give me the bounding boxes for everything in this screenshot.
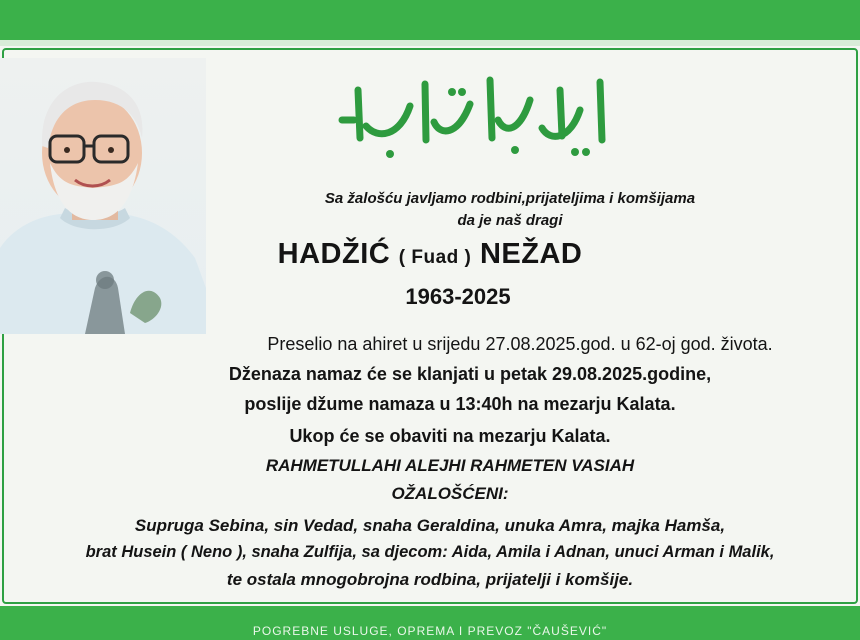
intro-line-1: Sa žalošću javljamo rodbini,prijateljima i komšijama (324, 190, 696, 207)
intro-line-2: da je naš dragi (457, 212, 563, 229)
arabic-calligraphy (330, 70, 620, 166)
preselio-line: Preselio na ahiret u srijedu 27.08.2025.god. u 62-oj god. života. (267, 334, 773, 354)
obituary-card (0, 40, 860, 606)
rahmet-line: RAHMETULLAHI ALEJHI RAHMETEN VASIAH (265, 456, 635, 475)
life-years: 1963-2025 (405, 284, 511, 309)
deceased-name (0, 238, 860, 271)
family-line-3: te ostala mnogobrojna rodbina, prijatelji i komšije. (226, 570, 634, 589)
footer-funeral-service: POGREBNE USLUGE, OPREMA I PREVOZ "ČAUŠEVIĆ" (252, 624, 608, 638)
dzenaza-line: Dženaza namaz će se klanjati u petak 29.08.2025.godine, (228, 364, 712, 384)
poslije-line: poslije džume namaza u 13:40h na mezarju Kalata. (244, 394, 676, 414)
family-line-2: brat Husein ( Neno ), snaha Zulfija, sa djecom: Aida, Amila i Adnan, unuci Arman i Malik, (85, 543, 775, 561)
surname: HADŽIĆ (277, 238, 391, 270)
family-line-1: Supruga Sebina, sin Vedad, snaha Geraldina, unuka Amra, majka Hamša, (134, 516, 726, 535)
ukop-line: Ukop će se obaviti na mezarju Kalata. (289, 426, 611, 446)
father-name: ( Fuad ) (398, 247, 472, 268)
ozaloscen-heading: OŽALOŠĆENI: (391, 484, 509, 503)
given-name: NEŽAD (479, 238, 583, 270)
